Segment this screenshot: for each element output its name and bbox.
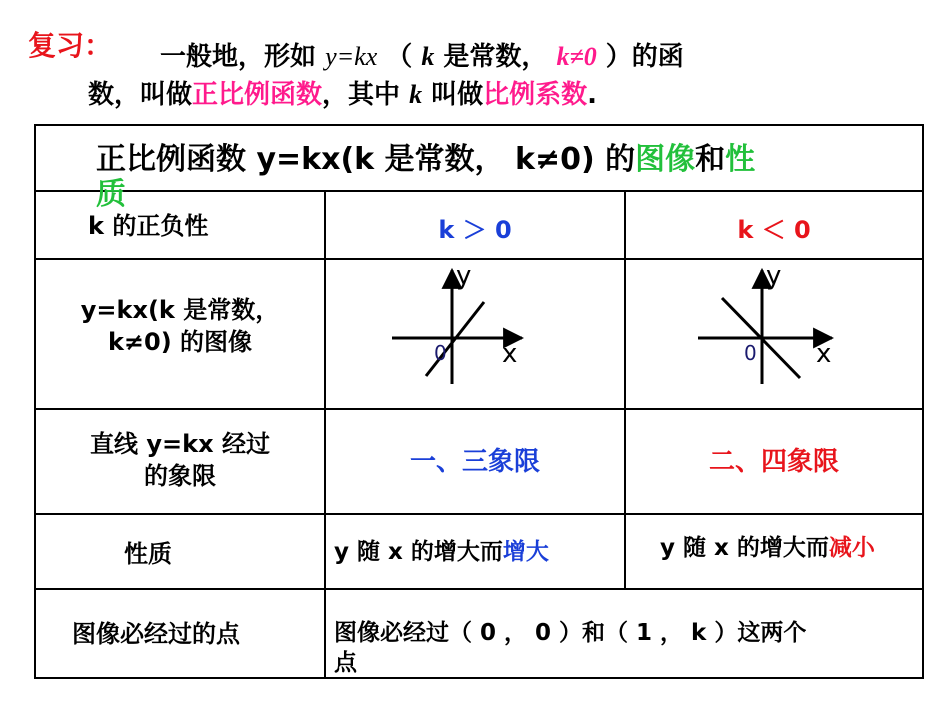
table-row-divider (34, 408, 924, 410)
k-symbol: k (409, 80, 423, 109)
table-border-right (922, 124, 924, 679)
row-label-line: 的象限 (144, 462, 216, 490)
row-label-sign: k 的正负性 (88, 212, 209, 240)
row-label-line: k≠0) 的图像 (107, 328, 253, 356)
intro-line-1 (160, 36, 684, 73)
cell-k-positive: k ＞ 0 (438, 216, 512, 244)
row-label-property: 性质 (124, 540, 172, 568)
table-row-divider (34, 588, 924, 590)
row-label-line: y=kx(k 是常数， (80, 296, 280, 324)
table-title-image: 图像 (635, 142, 696, 177)
intro-text: 是常数， (434, 42, 557, 72)
table-title-text: 正比例函数 y=kx(k 是常数， k≠0) 的 (96, 142, 636, 177)
table-title (96, 140, 755, 180)
property-text: y 随 x 的增大而 (334, 539, 503, 565)
k-nonzero: k≠0 (556, 42, 597, 71)
intro-text: ）的函 (596, 42, 684, 72)
property-text: y 随 x 的增大而 (660, 535, 829, 561)
intro-text: 叫做 (422, 80, 484, 110)
intro-line-2 (88, 74, 597, 111)
origin-label: 0 (434, 341, 447, 365)
cell-quadrants-positive: 一、三象限 (409, 447, 540, 477)
term-coefficient: 比例系数 (483, 80, 588, 110)
formula: y=kx (325, 42, 378, 71)
graph-k-positive (326, 260, 624, 408)
table-border-top (34, 124, 924, 126)
cell-property-positive (334, 536, 549, 568)
table-row-divider (34, 513, 924, 515)
review-label: 复习： (28, 29, 113, 62)
table-row-divider (34, 190, 924, 192)
property-increase: 增大 (502, 539, 549, 565)
row-label-line: 直线 y=kx 经过 (90, 430, 270, 458)
property-decrease: 减小 (828, 535, 875, 561)
origin-label: 0 (744, 341, 757, 365)
cell-quadrants-negative: 二、四象限 (708, 447, 839, 477)
term-direct-proportion: 正比例函数 (192, 80, 323, 110)
points-line: 点 (334, 650, 357, 676)
intro-text: ，其中 (322, 80, 410, 110)
intro-text: 数，叫做 (88, 80, 193, 110)
x-axis-label: x (816, 339, 832, 369)
table-title-and: 和 (695, 142, 726, 177)
intro-text: （ (377, 42, 422, 72)
intro-text: . (587, 80, 598, 110)
row-label-graph (36, 294, 324, 358)
cell-property-negative (660, 532, 875, 564)
y-axis-label: y (456, 261, 472, 291)
intro-text: 一般地，形如 (160, 42, 326, 72)
cell-points (334, 618, 806, 678)
points-line: 图像必经过（ 0 ， 0 ）和（ 1 ， k ）这两个 (334, 620, 807, 646)
row-label-points: 图像必经过的点 (72, 620, 240, 648)
graph-k-negative (626, 260, 922, 408)
table-title-property-tail: 质 (96, 177, 126, 212)
y-axis-label: y (766, 261, 782, 291)
x-axis-label: x (502, 339, 518, 369)
cell-k-negative: k ＜ 0 (737, 216, 811, 244)
table-border-left (34, 124, 36, 679)
k-symbol: k (421, 42, 435, 71)
table-title-property: 性 (725, 142, 756, 177)
row-label-quadrants (36, 428, 324, 492)
